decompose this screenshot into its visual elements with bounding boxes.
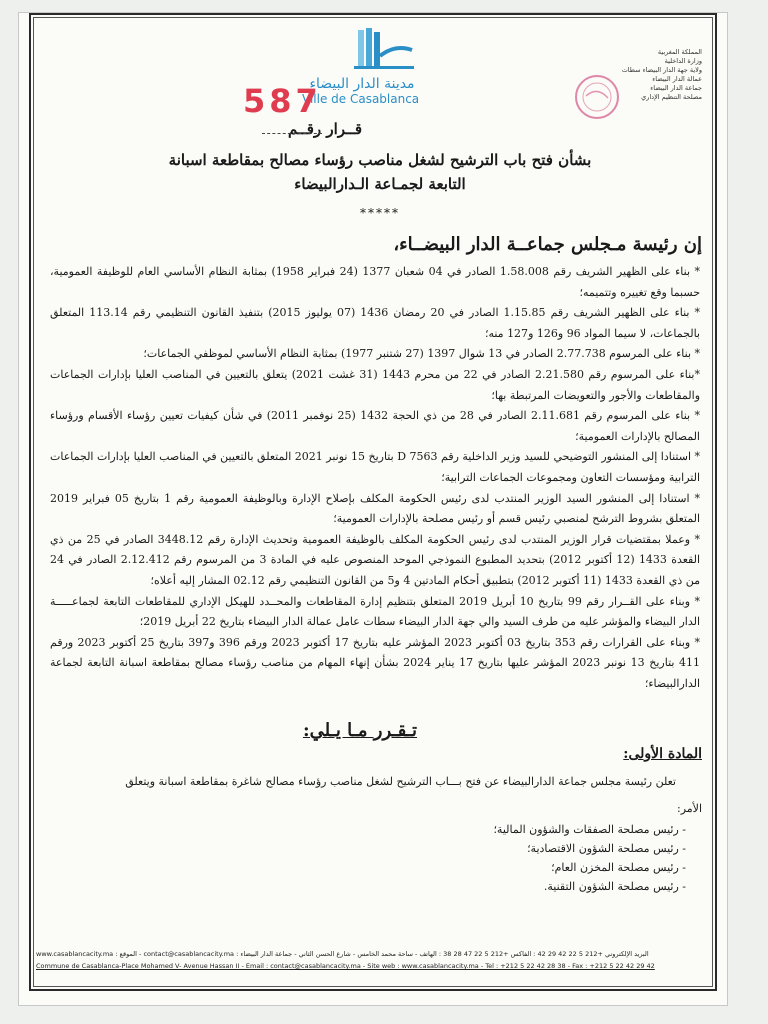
city-name-fr: Ville de Casablanca	[302, 92, 420, 106]
decision-number: 587	[243, 82, 322, 120]
city-name-ar: مدينة الدار البيضاء	[309, 76, 415, 92]
preamble-paragraph: * وبناء على القــرار رقم 99 بتاريخ 10 أبريل 2019 المتعلق بتنظيم إدارة المقاطعات والمحــدد للهيكل الإداري للمقاطعات التابعة لجماعـــــة الدار البيضاء والمؤشر عليه من طرف السيد والي جهة الدار البيضاء سطات عامل عمالة الدار البيضاء بتاريخ 22 أبريل 2019؛	[50, 594, 700, 629]
separator-stars: *****	[360, 206, 400, 220]
casablanca-logo-icon	[350, 26, 420, 76]
president-heading: إن رئيسة مـجلس جماعــة الدار البيضــاء،	[393, 234, 702, 255]
admin-line: وزارة الداخلية	[664, 57, 702, 65]
preamble-paragraph: *بناء على المرسوم رقم 2.21.580 الصادر في 22 من محرم 1443 (31 غشت 2021) يتعلق بالتعيين في المناصب العليا بإدارات الجماعات والمقاطعات والأجور والتعويضات المرتبطة بها؛	[50, 367, 700, 402]
decision-number-line	[262, 133, 322, 134]
title-line: بشأن فتح باب الترشيح لشغل مناصب رؤساء مصالح بمقاطعة اسبانة	[168, 151, 592, 169]
admin-line: ولاية جهة الدار البيضاء سطات	[621, 66, 702, 74]
list-item: - رئيس مصلحة المخزن العام؛	[551, 861, 686, 874]
article-text: تعلن رئيسة مجلس جماعة الدارالبيضاء عن فتح بـــاب الترشيح لشغل مناصب رؤساء مصالح شاغرة بمقاطعة اسبانة ويتعلق	[125, 775, 676, 788]
list-item: - رئيس مصلحة الصفقات والشؤون المالية؛	[493, 823, 686, 836]
admin-header	[612, 48, 702, 102]
title-line: التابعة لجمـاعة الـدارالبيضاء	[294, 175, 466, 193]
orders-label: الأمر:	[677, 802, 702, 815]
preamble-paragraph: * وعملا بمقتضيات قرار الوزير المنتدب لدى رئيس الحكومة المكلف بالوظيفة العمومية وتحديث الإدارة رقم 3448.12 الصادر في 25 من ذي القعدة 1433 (12 أكتوبر 2012) بتحديد المطبوع النموذجي الموحد المنصوص عليه في المادة 3 من المرسوم رقم 2.12.412 الصادر في 24 من ذي القعدة 1433 (11 أكتوبر 2012) بتطبيق أحكام المادتين 4 و5 من القانون التنظيمي رقم 02.12 المشار إليه أعلاه؛	[50, 532, 701, 587]
decision-label: قــرار رقــم	[287, 120, 363, 138]
document-title	[60, 148, 700, 196]
footer-contact-ar: www.casablancacity.ma : الموقع - contact@casablancacity.ma : البريد الإلكتروني +212 5 22 42 29 42 : الفاكس +212 5 22 47 28 38 : الهاتف - ساحة محمد الخامس - شارع الحسن الثاني - جماعة الدار البيضاء	[36, 950, 649, 958]
admin-line: مصلحة التنظيم الإداري	[641, 93, 702, 101]
preamble	[50, 262, 700, 694]
list-item: - رئيس مصلحة الشؤون الاقتصادية؛	[527, 842, 686, 855]
admin-line: جماعة الدار البيضاء	[650, 84, 702, 92]
positions-list	[493, 820, 686, 896]
list-item: - رئيس مصلحة الشؤون التقنية.	[543, 880, 686, 893]
preamble-paragraph: * وبناء على القرارات رقم 353 بتاريخ 03 أكتوبر 2023 المؤشر عليه بتاريخ 17 أكتوبر 2023 ورقم 396 و397 بتاريخ 25 أكتوبر 2023 ورقم 411 بتاريخ 13 نونبر 2023 المؤشر عليها بتاريخ 17 يناير 2024 بشأن إنهاء المهام من مناصب رؤساء مصالح بمقاطعة اسبانة التابعة لجماعة الدارالبيضاء؛	[50, 635, 701, 690]
preamble-paragraph: * بناء على الظهير الشريف رقم 1.15.85 الصادر في 20 رمضان 1436 (07 يوليوز 2015) بتنفيذ القانون التنظيمي رقم 113.14 المتعلق بالجماعات، لا سيما المواد 96 و126 و127 منه؛	[50, 306, 701, 340]
preamble-paragraph: * بناء على المرسوم رقم 2.11.681 الصادر في 28 من ذي الحجة 1432 (25 نوفمبر 2011) في شأن كيفيات تعيين رؤساء الأقسام ورؤساء المصالح بالإدارات العمومية؛	[50, 409, 700, 443]
preamble-paragraph: * استنادا إلى المنشور السيد الوزير المنتدب لدى رئيس الحكومة المكلف بإصلاح الإدارة وبالوظيفة العمومية رقم 1 بتاريخ 05 فبراير 2019 المتعلق بشروط الترشح لمنصبي رئيس قسم أو رئيس مصلحة بالإدارات العمومية؛	[50, 491, 701, 526]
decides-heading: تـقـرر مـا يـلي:	[302, 720, 418, 741]
admin-line: عمالة الدار البيضاء	[652, 75, 702, 83]
preamble-paragraph: * بناء على الظهير الشريف رقم 1.58.008 الصادر في 04 شعبان 1377 (24 فبراير 1958) بمثابة النظام الأساسي العام للوظيفة العمومية، حسبما وقع تغييره وتتميمه؛	[50, 265, 700, 299]
official-stamp-icon	[572, 72, 622, 122]
footer-contact-fr: Commune de Casablanca-Place Mohamed V- Avenue Hassan II - Email : contact@casablancacity.ma - Site web : www.casablancacity.ma - Tel : +212 5 22 42 28 38 - Fax : +212 5 22 42 29 42	[36, 962, 655, 970]
preamble-paragraph: * بناء على المرسوم 2.77.738 الصادر في 13 شوال 1397 (27 شتنبر 1977) بمثابة النظام الأساسي لموظفي الجماعات؛	[143, 347, 700, 361]
admin-line: المملكة المغربية	[657, 48, 702, 56]
preamble-paragraph: * استنادا إلى المنشور التوضيحي للسيد وزير الداخلية رقم D 7563 بتاريخ 15 نونبر 2021 المتعلق بالتعيين في المناصب العليا بإدارات الجماعات الترابية ومؤسسات التعاون ومجموعات الجماعات الترابية؛	[50, 450, 701, 484]
article-title: المادة الأولى:	[623, 746, 702, 762]
